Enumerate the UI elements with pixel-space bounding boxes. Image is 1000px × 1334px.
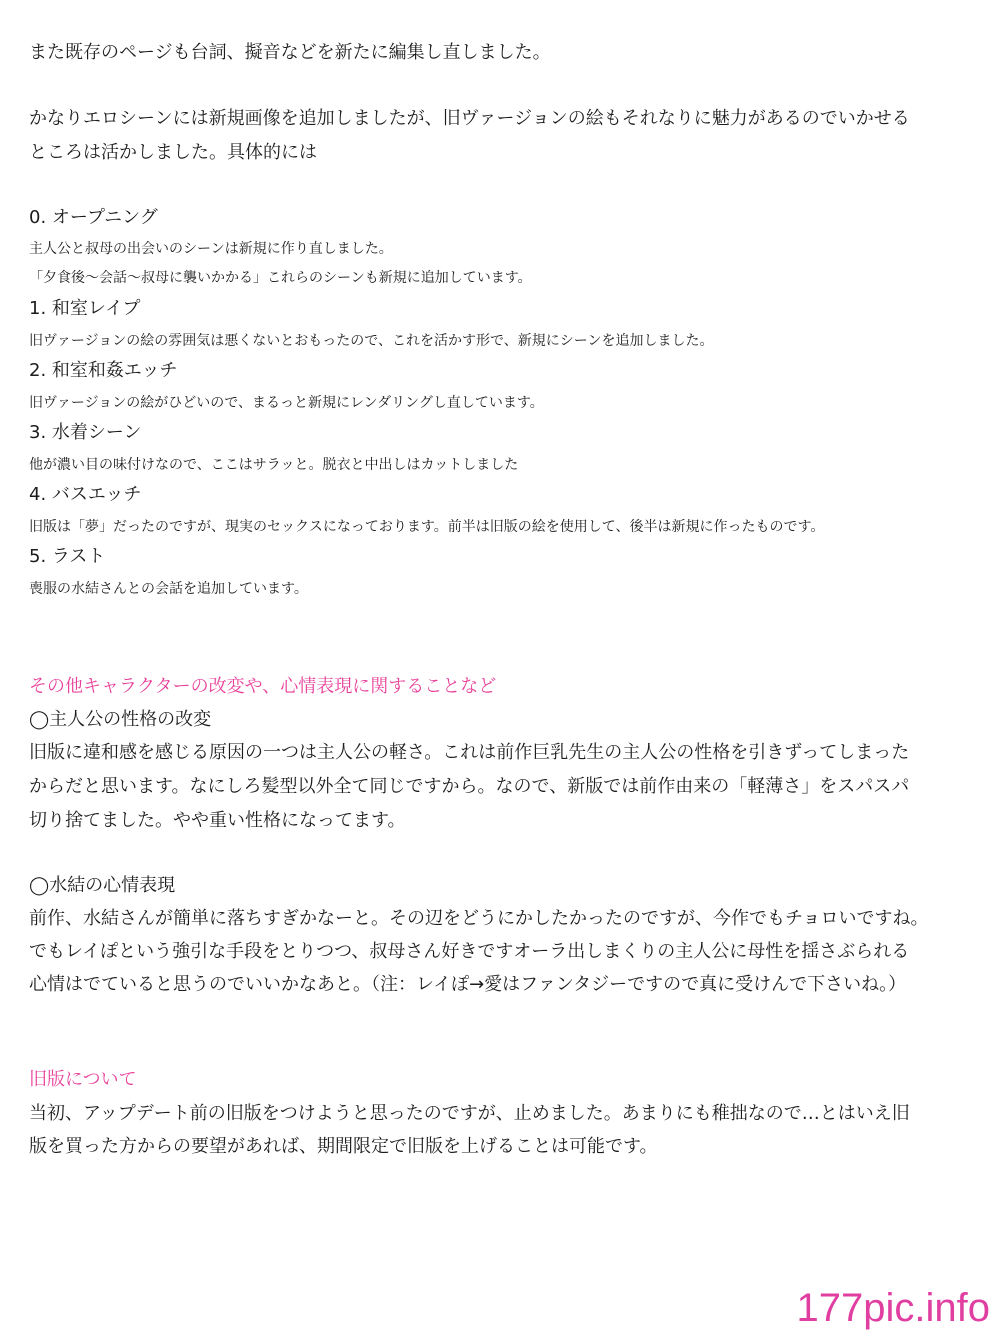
paragraph-protagonist-3: 切り捨てました。やや重い性格になってます。 <box>29 810 406 831</box>
scene-title-1: 1. 和室レイプ <box>29 298 141 319</box>
scene-desc-2: 旧ヴァージョンの絵がひどいので、まるっと新規にレンダリングし直しています。 <box>29 395 544 411</box>
paragraph-miyu-1: 前作、水結さんが簡単に落ちすぎかなーと。その辺をどうにかしたかったのですが、今作でもチョロいですね。 <box>29 908 929 929</box>
section-heading-characters: その他キャラクターの改変や、心情表現に関することなど <box>29 676 497 697</box>
paragraph-protagonist-2: からだと思います。なにしろ髪型以外全て同じですから。なので、新版では前作由来の「軽薄さ」をスパスパ <box>29 776 910 797</box>
section-heading-old-version: 旧版について <box>29 1069 137 1090</box>
scene-title-5: 5. ラスト <box>29 546 106 567</box>
watermark-text: 177pic.info <box>796 1286 990 1330</box>
paragraph-old-version-1: 当初、アップデート前の旧版をつけようと思ったのですが、止めました。あまりにも稚拙なので…とはいえ旧 <box>29 1103 910 1124</box>
scene-desc-5: 喪服の水結さんとの会話を追加しています。 <box>29 581 308 597</box>
scene-title-0: 0. オープニング <box>29 207 158 228</box>
subheading-protagonist: ◯主人公の性格の改変 <box>29 709 212 730</box>
scene-title-3: 3. 水着シーン <box>29 422 142 443</box>
paragraph-miyu-2: でもレイぽという強引な手段をとりつつ、叔母さん好きですオーラ出しまくりの主人公に母性を揺さぶられる <box>29 941 910 962</box>
intro-line-2: かなりエロシーンには新規画像を追加しましたが、旧ヴァージョンの絵もそれなりに魅力があるのでいかせる <box>29 108 910 129</box>
paragraph-protagonist-1: 旧版に違和感を感じる原因の一つは主人公の軽さ。これは前作巨乳先生の主人公の性格を引きずってしまった <box>29 742 910 763</box>
scene-desc-0b: 「夕食後〜会話〜叔母に襲いかかる」これらのシーンも新規に追加しています。 <box>29 270 532 286</box>
intro-line-3: ところは活かしました。具体的には <box>29 142 317 163</box>
paragraph-old-version-2: 版を買った方からの要望があれば、期間限定で旧版を上げることは可能です。 <box>29 1136 658 1157</box>
scene-desc-0a: 主人公と叔母の出会いのシーンは新規に作り直しました。 <box>29 241 393 257</box>
subheading-miyu: ◯水結の心情表現 <box>29 875 176 896</box>
scene-desc-3: 他が濃い目の味付けなので、ここはサラッと。脱衣と中出しはカットしました <box>29 457 519 473</box>
paragraph-miyu-3: 心情はでていると思うのでいいかなあと。（注：レイぽ→愛はファンタジーですので真に受けんで下さいね。） <box>29 974 907 995</box>
scene-desc-1: 旧ヴァージョンの絵の雰囲気は悪くないとおもったので、これを活かす形で、新規にシーンを追加しました。 <box>29 333 714 349</box>
scene-title-4: 4. バスエッチ <box>29 484 142 505</box>
scene-title-2: 2. 和室和姦エッチ <box>29 360 178 381</box>
scene-desc-4: 旧版は「夢」だったのですが、現実のセックスになっております。前半は旧版の絵を使用して、後半は新規に作ったものです。 <box>29 519 825 535</box>
intro-line-1: また既存のページも台詞、擬音などを新たに編集し直しました。 <box>29 42 551 63</box>
